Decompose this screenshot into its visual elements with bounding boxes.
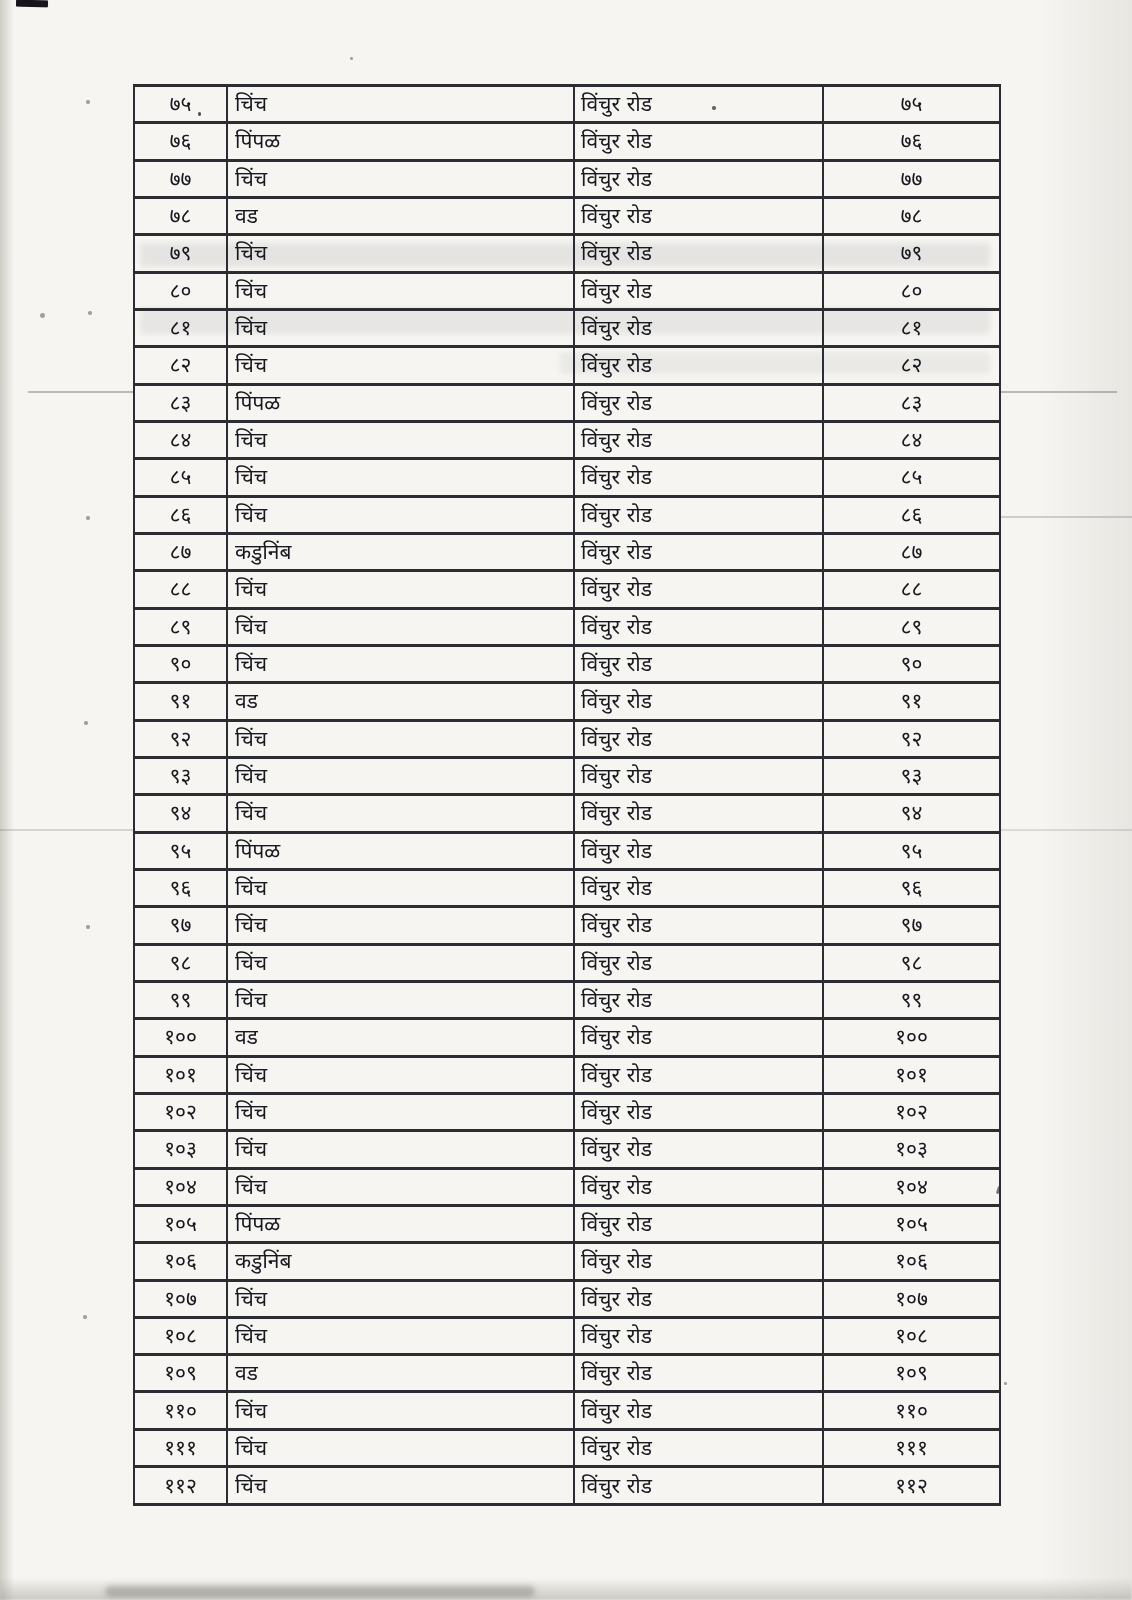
cell-serial-number-repeat: ८८ bbox=[823, 571, 1000, 608]
cell-serial-number: ८० bbox=[134, 272, 227, 309]
cell-tree-name: वड bbox=[227, 1355, 574, 1392]
scan-speck bbox=[88, 311, 92, 315]
cell-serial-number: १०४ bbox=[134, 1168, 227, 1205]
cell-tree-name: कडुनिंब bbox=[227, 533, 574, 570]
tree-table-body bbox=[134, 86, 1000, 1505]
cell-tree-name: पिंपळ bbox=[227, 1205, 574, 1242]
cell-location: विंचुर रोड bbox=[574, 795, 823, 832]
cell-location: विंचुर रोड bbox=[574, 123, 823, 160]
cell-serial-number-repeat: ९४ bbox=[823, 795, 1000, 832]
cell-serial-number-repeat: ९६ bbox=[823, 869, 1000, 906]
cell-location: विंचुर रोड bbox=[574, 1355, 823, 1392]
table-row bbox=[134, 1019, 1000, 1056]
cell-tree-name: चिंच bbox=[227, 86, 574, 123]
cell-tree-name: चिंच bbox=[227, 1429, 574, 1466]
cell-serial-number-repeat: १०३ bbox=[823, 1131, 1000, 1168]
cell-location: विंचुर रोड bbox=[574, 981, 823, 1018]
cell-serial-number: ७९ bbox=[134, 235, 227, 272]
cell-tree-name: चिंच bbox=[227, 272, 574, 309]
cell-tree-name: चिंच bbox=[227, 907, 574, 944]
cell-location: विंचुर रोड bbox=[574, 757, 823, 794]
corner-scan-mark bbox=[16, 0, 48, 7]
cell-location: विंचुर रोड bbox=[574, 347, 823, 384]
scan-edge-shadow-left bbox=[0, 0, 14, 1600]
scan-streak bbox=[28, 391, 133, 393]
table-row bbox=[134, 1317, 1000, 1354]
cell-serial-number: ९८ bbox=[134, 944, 227, 981]
cell-tree-name: पिंपळ bbox=[227, 384, 574, 421]
cell-serial-number-repeat: ९५ bbox=[823, 832, 1000, 869]
cell-tree-name: चिंच bbox=[227, 1056, 574, 1093]
cell-serial-number: ८३ bbox=[134, 384, 227, 421]
cell-location: विंचुर रोड bbox=[574, 683, 823, 720]
cell-tree-name: वड bbox=[227, 1019, 574, 1056]
cell-serial-number-repeat: १०१ bbox=[823, 1056, 1000, 1093]
cell-location: विंचुर रोड bbox=[574, 907, 823, 944]
cell-serial-number-repeat: ७५ bbox=[823, 86, 1000, 123]
cell-serial-number-repeat: ८९ bbox=[823, 608, 1000, 645]
cell-serial-number: ८५ bbox=[134, 459, 227, 496]
table-row bbox=[134, 944, 1000, 981]
cell-location: विंचुर रोड bbox=[574, 1317, 823, 1354]
scan-streak bbox=[999, 391, 1117, 393]
cell-location: विंचुर रोड bbox=[574, 384, 823, 421]
tree-register-table bbox=[133, 84, 1001, 1506]
cell-serial-number: ९३ bbox=[134, 757, 227, 794]
cell-location: विंचुर रोड bbox=[574, 1131, 823, 1168]
cell-serial-number-repeat: ११० bbox=[823, 1392, 1000, 1429]
cell-location: विंचुर रोड bbox=[574, 86, 823, 123]
cell-serial-number: ८९ bbox=[134, 608, 227, 645]
cell-location: विंचुर रोड bbox=[574, 1467, 823, 1505]
table-row bbox=[134, 1280, 1000, 1317]
cell-serial-number-repeat: १०७ bbox=[823, 1280, 1000, 1317]
cell-location: विंचुर रोड bbox=[574, 869, 823, 906]
cell-serial-number: ७६ bbox=[134, 123, 227, 160]
cell-tree-name: पिंपळ bbox=[227, 123, 574, 160]
cell-serial-number-repeat: ८१ bbox=[823, 309, 1000, 346]
scan-speck bbox=[86, 925, 90, 929]
cell-serial-number: ९१ bbox=[134, 683, 227, 720]
cell-serial-number-repeat: ८६ bbox=[823, 496, 1000, 533]
cell-location: विंचुर रोड bbox=[574, 1243, 823, 1280]
cell-serial-number: ९४ bbox=[134, 795, 227, 832]
cell-serial-number-repeat: ९७ bbox=[823, 907, 1000, 944]
cell-location: विंचुर रोड bbox=[574, 1168, 823, 1205]
table-row bbox=[134, 1392, 1000, 1429]
table-row bbox=[134, 197, 1000, 234]
cell-tree-name: चिंच bbox=[227, 720, 574, 757]
scan-edge-shadow-right bbox=[1040, 0, 1132, 1600]
cell-serial-number: ९५ bbox=[134, 832, 227, 869]
cell-tree-name: चिंच bbox=[227, 1093, 574, 1130]
cell-location: विंचुर रोड bbox=[574, 1093, 823, 1130]
cell-serial-number: ११० bbox=[134, 1392, 227, 1429]
table-row bbox=[134, 533, 1000, 570]
cell-serial-number: ९९ bbox=[134, 981, 227, 1018]
table-row bbox=[134, 683, 1000, 720]
cell-tree-name: चिंच bbox=[227, 645, 574, 682]
cell-serial-number-repeat: ९८ bbox=[823, 944, 1000, 981]
cell-tree-name: चिंच bbox=[227, 309, 574, 346]
cell-serial-number: ८७ bbox=[134, 533, 227, 570]
cell-location: विंचुर रोड bbox=[574, 608, 823, 645]
table-row bbox=[134, 235, 1000, 272]
cell-serial-number-repeat: ८२ bbox=[823, 347, 1000, 384]
scan-streak bbox=[0, 829, 133, 831]
cell-tree-name: चिंच bbox=[227, 496, 574, 533]
cell-serial-number: ८१ bbox=[134, 309, 227, 346]
cell-serial-number: १०९ bbox=[134, 1355, 227, 1392]
cell-tree-name: वड bbox=[227, 683, 574, 720]
table-row bbox=[134, 1355, 1000, 1392]
table-row bbox=[134, 309, 1000, 346]
cell-serial-number-repeat: ७९ bbox=[823, 235, 1000, 272]
cell-serial-number-repeat: ९२ bbox=[823, 720, 1000, 757]
cell-serial-number: १०२ bbox=[134, 1093, 227, 1130]
cell-serial-number-repeat: १०४ bbox=[823, 1168, 1000, 1205]
cell-tree-name: चिंच bbox=[227, 1131, 574, 1168]
scan-streak bbox=[999, 516, 1132, 518]
cell-serial-number: ९० bbox=[134, 645, 227, 682]
cell-serial-number: ७५ bbox=[134, 86, 227, 123]
cell-serial-number-repeat: १०६ bbox=[823, 1243, 1000, 1280]
table-row bbox=[134, 86, 1000, 123]
cell-location: विंचुर रोड bbox=[574, 720, 823, 757]
cell-location: विंचुर रोड bbox=[574, 235, 823, 272]
cell-serial-number: ७७ bbox=[134, 160, 227, 197]
table-row bbox=[134, 757, 1000, 794]
cell-location: विंचुर रोड bbox=[574, 1019, 823, 1056]
cell-serial-number: ७८ bbox=[134, 197, 227, 234]
cell-tree-name: चिंच bbox=[227, 1168, 574, 1205]
cell-tree-name: चिंच bbox=[227, 1317, 574, 1354]
cell-serial-number-repeat: ७८ bbox=[823, 197, 1000, 234]
cell-tree-name: चिंच bbox=[227, 235, 574, 272]
cell-serial-number-repeat: ८० bbox=[823, 272, 1000, 309]
cell-serial-number-repeat: ९० bbox=[823, 645, 1000, 682]
table-row bbox=[134, 571, 1000, 608]
table-row bbox=[134, 981, 1000, 1018]
cell-serial-number-repeat: ९९ bbox=[823, 981, 1000, 1018]
scan-speck bbox=[40, 313, 45, 318]
table-row bbox=[134, 720, 1000, 757]
table-row bbox=[134, 1205, 1000, 1242]
scan-speck bbox=[86, 516, 90, 520]
table-row bbox=[134, 123, 1000, 160]
cell-serial-number: १०६ bbox=[134, 1243, 227, 1280]
scan-speck bbox=[350, 57, 353, 60]
cell-serial-number-repeat: ८४ bbox=[823, 421, 1000, 458]
scan-speck bbox=[83, 1315, 87, 1319]
cell-location: विंचुर रोड bbox=[574, 944, 823, 981]
cell-serial-number: १११ bbox=[134, 1429, 227, 1466]
table-row bbox=[134, 869, 1000, 906]
table-row bbox=[134, 1093, 1000, 1130]
cell-serial-number-repeat: ८५ bbox=[823, 459, 1000, 496]
table-row bbox=[134, 1168, 1000, 1205]
scan-speck bbox=[86, 100, 90, 104]
cell-location: विंचुर रोड bbox=[574, 832, 823, 869]
cell-tree-name: चिंच bbox=[227, 757, 574, 794]
cell-location: विंचुर रोड bbox=[574, 533, 823, 570]
scan-speck bbox=[84, 721, 88, 725]
table-row bbox=[134, 1467, 1000, 1505]
table-row bbox=[134, 496, 1000, 533]
cell-location: विंचुर रोड bbox=[574, 1056, 823, 1093]
cell-serial-number: १०५ bbox=[134, 1205, 227, 1242]
cell-serial-number-repeat: १०९ bbox=[823, 1355, 1000, 1392]
cell-serial-number-repeat: १०८ bbox=[823, 1317, 1000, 1354]
cell-serial-number: ८६ bbox=[134, 496, 227, 533]
table-row bbox=[134, 1429, 1000, 1466]
table-row bbox=[134, 795, 1000, 832]
table-row bbox=[134, 1131, 1000, 1168]
cell-tree-name: चिंच bbox=[227, 608, 574, 645]
cell-location: विंचुर रोड bbox=[574, 197, 823, 234]
table-row bbox=[134, 421, 1000, 458]
cell-tree-name: पिंपळ bbox=[227, 832, 574, 869]
cell-location: विंचुर रोड bbox=[574, 1205, 823, 1242]
scan-smear-bottom bbox=[105, 1586, 535, 1597]
cell-location: विंचुर रोड bbox=[574, 309, 823, 346]
cell-location: विंचुर रोड bbox=[574, 459, 823, 496]
cell-tree-name: चिंच bbox=[227, 347, 574, 384]
cell-location: विंचुर रोड bbox=[574, 571, 823, 608]
table-row bbox=[134, 608, 1000, 645]
cell-location: विंचुर रोड bbox=[574, 1280, 823, 1317]
cell-serial-number-repeat: ८३ bbox=[823, 384, 1000, 421]
cell-serial-number: १०१ bbox=[134, 1056, 227, 1093]
scan-streak bbox=[999, 829, 1132, 831]
cell-location: विंचुर रोड bbox=[574, 272, 823, 309]
table-row bbox=[134, 272, 1000, 309]
cell-tree-name: चिंच bbox=[227, 1467, 574, 1505]
cell-tree-name: चिंच bbox=[227, 160, 574, 197]
cell-tree-name: चिंच bbox=[227, 944, 574, 981]
cell-serial-number-repeat: ९१ bbox=[823, 683, 1000, 720]
cell-location: विंचुर रोड bbox=[574, 160, 823, 197]
cell-tree-name: चिंच bbox=[227, 571, 574, 608]
cell-serial-number-repeat: १०५ bbox=[823, 1205, 1000, 1242]
cell-serial-number: ९६ bbox=[134, 869, 227, 906]
cell-serial-number: ८४ bbox=[134, 421, 227, 458]
cell-serial-number: ८२ bbox=[134, 347, 227, 384]
cell-serial-number-repeat: ७६ bbox=[823, 123, 1000, 160]
table-row bbox=[134, 832, 1000, 869]
table-row bbox=[134, 1056, 1000, 1093]
cell-tree-name: चिंच bbox=[227, 459, 574, 496]
table-row bbox=[134, 1243, 1000, 1280]
cell-tree-name: चिंच bbox=[227, 869, 574, 906]
table-row bbox=[134, 347, 1000, 384]
table-row bbox=[134, 645, 1000, 682]
cell-serial-number-repeat: ७७ bbox=[823, 160, 1000, 197]
cell-location: विंचुर रोड bbox=[574, 496, 823, 533]
cell-serial-number: ९७ bbox=[134, 907, 227, 944]
cell-serial-number: ८८ bbox=[134, 571, 227, 608]
cell-serial-number: १०७ bbox=[134, 1280, 227, 1317]
cell-tree-name: वड bbox=[227, 197, 574, 234]
cell-serial-number-repeat: १०२ bbox=[823, 1093, 1000, 1130]
scan-speck bbox=[1004, 1382, 1007, 1385]
cell-serial-number: ९२ bbox=[134, 720, 227, 757]
cell-tree-name: चिंच bbox=[227, 1392, 574, 1429]
table-row bbox=[134, 459, 1000, 496]
cell-serial-number-repeat: १११ bbox=[823, 1429, 1000, 1466]
cell-serial-number: १०० bbox=[134, 1019, 227, 1056]
cell-serial-number: १०८ bbox=[134, 1317, 227, 1354]
table-row bbox=[134, 907, 1000, 944]
cell-location: विंचुर रोड bbox=[574, 421, 823, 458]
cell-serial-number: ११२ bbox=[134, 1467, 227, 1505]
cell-serial-number-repeat: १०० bbox=[823, 1019, 1000, 1056]
cell-serial-number-repeat: ११२ bbox=[823, 1467, 1000, 1505]
cell-location: विंचुर रोड bbox=[574, 645, 823, 682]
cell-tree-name: चिंच bbox=[227, 981, 574, 1018]
cell-serial-number-repeat: ८७ bbox=[823, 533, 1000, 570]
table-row bbox=[134, 384, 1000, 421]
cell-tree-name: कडुनिंब bbox=[227, 1243, 574, 1280]
cell-tree-name: चिंच bbox=[227, 795, 574, 832]
cell-location: विंचुर रोड bbox=[574, 1392, 823, 1429]
cell-tree-name: चिंच bbox=[227, 1280, 574, 1317]
cell-location: विंचुर रोड bbox=[574, 1429, 823, 1466]
cell-tree-name: चिंच bbox=[227, 421, 574, 458]
cell-serial-number: १०३ bbox=[134, 1131, 227, 1168]
cell-serial-number-repeat: ९३ bbox=[823, 757, 1000, 794]
table-row bbox=[134, 160, 1000, 197]
